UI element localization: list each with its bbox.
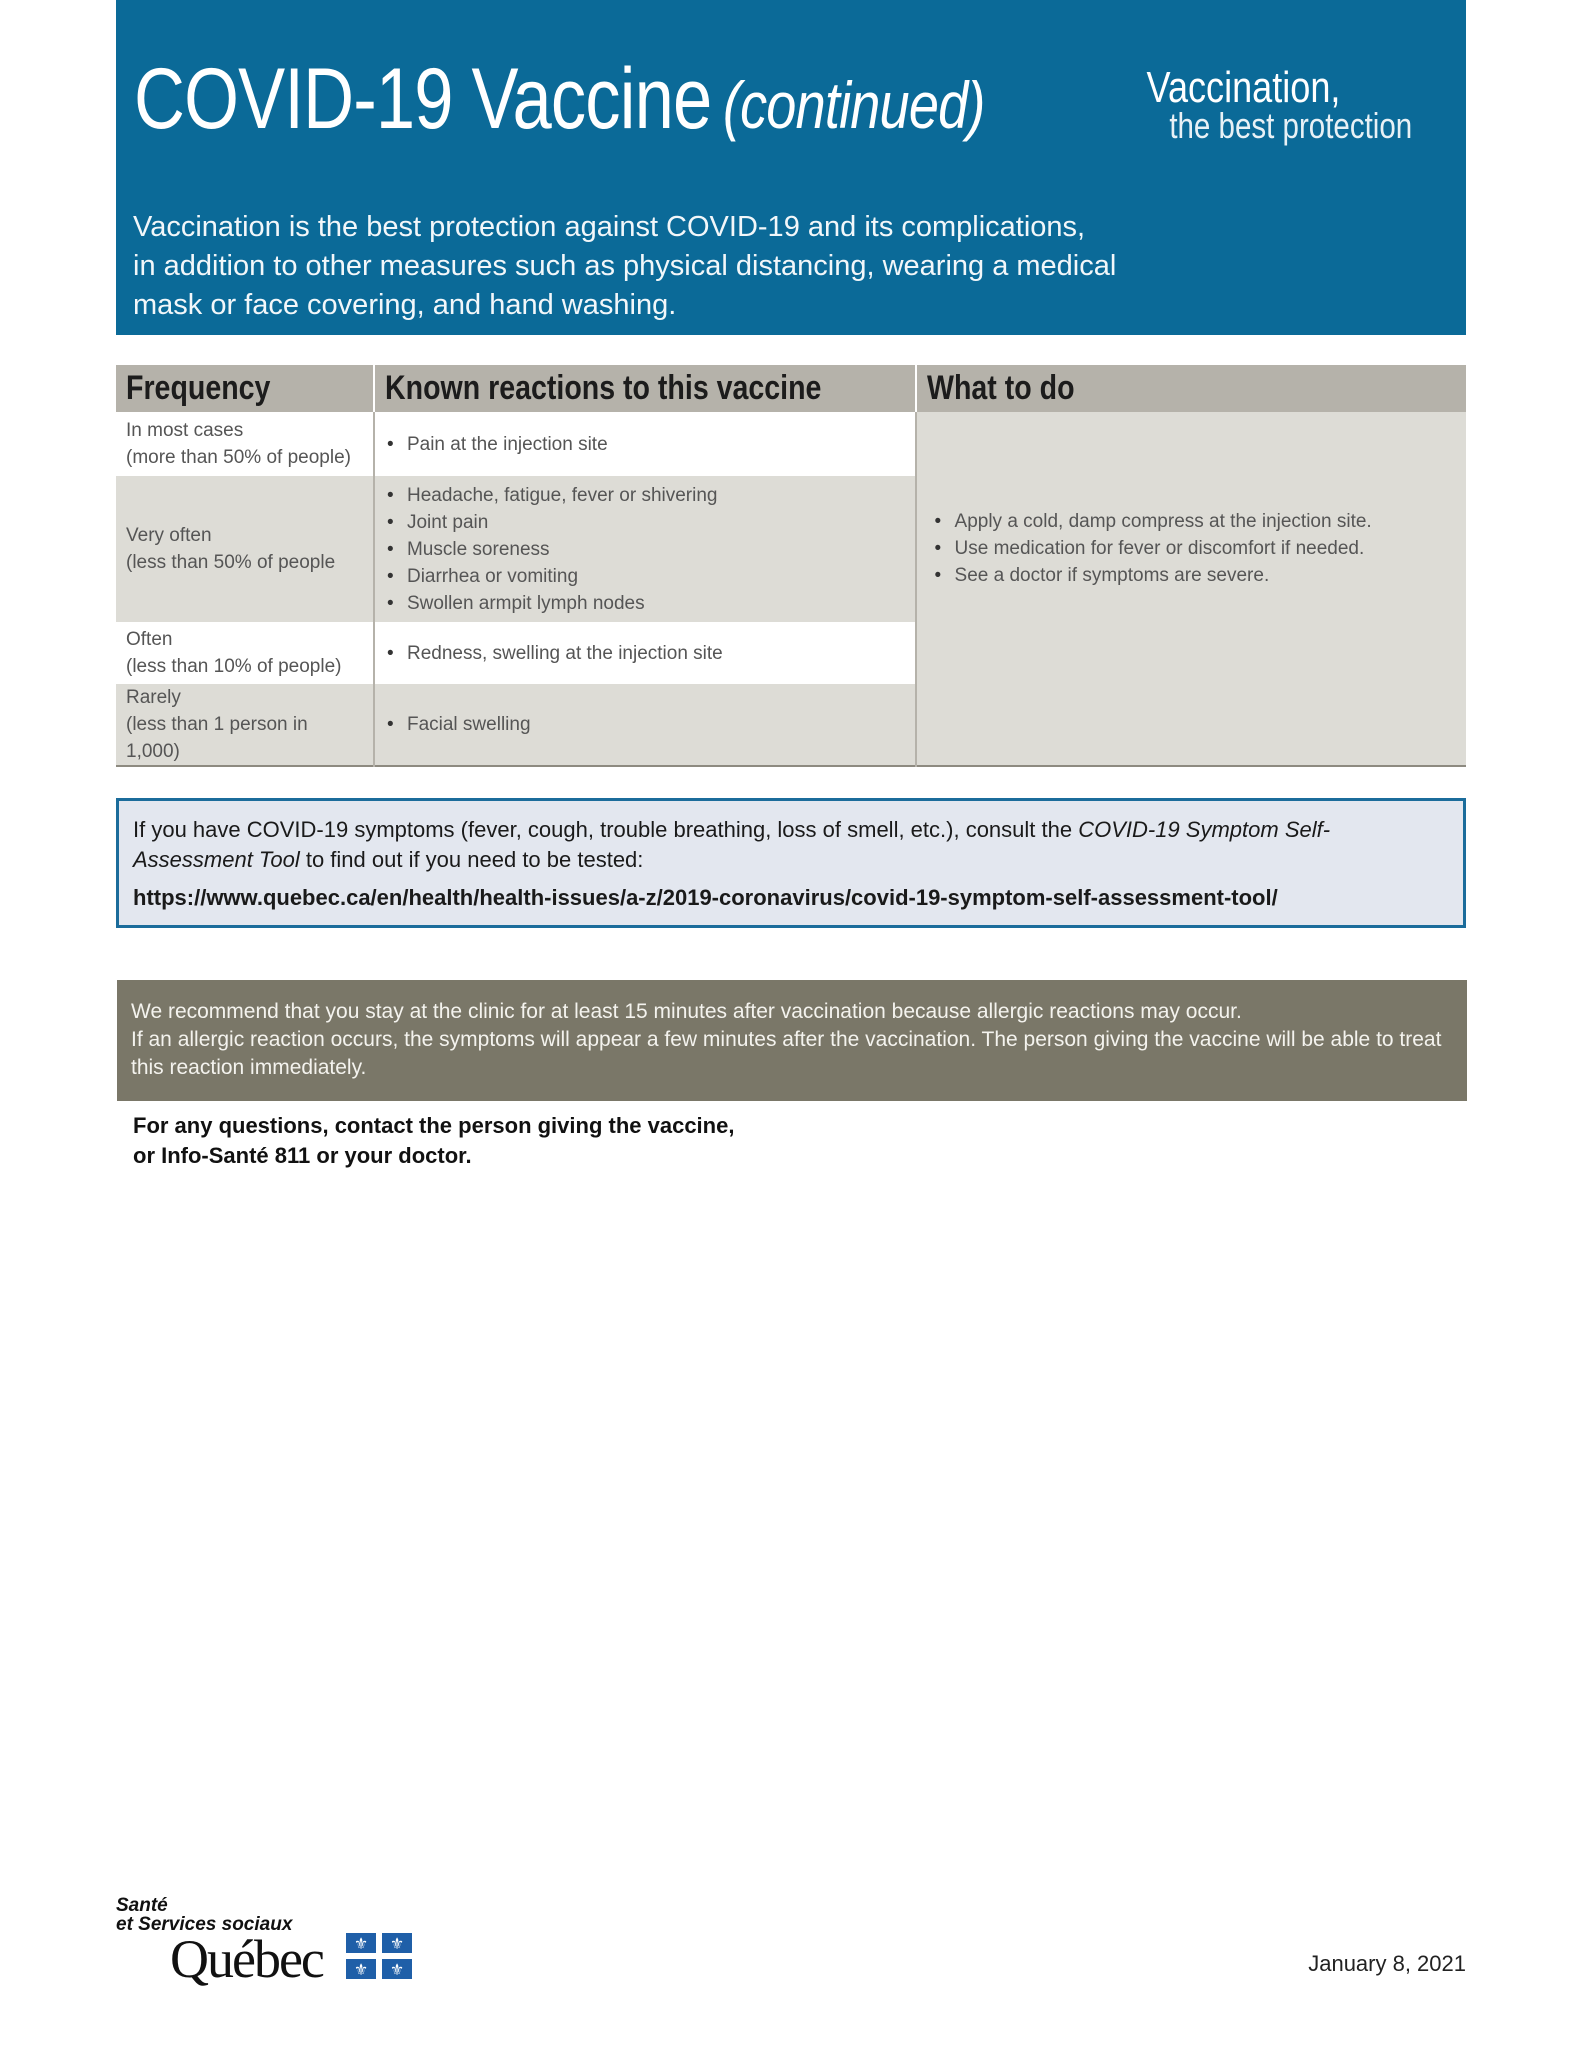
title-suffix: (continued) xyxy=(722,68,985,142)
logo-line2: et Services sociaux xyxy=(116,1914,293,1935)
frequency-label: Very often xyxy=(126,525,212,546)
reaction-item: • Muscle soreness xyxy=(407,536,905,563)
contact-info xyxy=(133,1111,734,1171)
frequency-detail: (less than 1 person in 1,000) xyxy=(126,714,308,762)
intro-line: in addition to other measures such as physical distancing, wearing a medical xyxy=(133,250,1117,282)
reaction-item: • Diarrhea or vomiting xyxy=(407,563,905,590)
symptom-tool-box xyxy=(116,798,1466,928)
svg-text:⚜: ⚜ xyxy=(353,1960,369,1979)
frequency-detail: (more than 50% of people) xyxy=(126,447,351,468)
logo-line1: Santé xyxy=(116,1895,168,1916)
frequency-detail: (less than 10% of people) xyxy=(126,656,342,677)
quebec-flag-icon xyxy=(346,1933,412,1979)
header-banner xyxy=(116,0,1466,335)
info-text: If you have COVID-19 symptoms (fever, cough, trouble breathing, loss of smell, etc.), consult the xyxy=(133,817,1079,842)
reaction-item: • Joint pain xyxy=(407,509,905,536)
title-main: COVID-19 Vaccine xyxy=(134,51,712,147)
table-header-row xyxy=(116,365,1466,412)
intro-line: mask or face covering, and hand washing. xyxy=(133,289,677,321)
reaction-item: • Swollen armpit lymph nodes xyxy=(407,590,905,617)
intro-text xyxy=(133,208,1133,325)
warning-line: If an allergic reaction occurs, the symptoms will appear a few minutes after the vaccination. The person giving the vaccine will be able to treat this reaction immediately. xyxy=(131,1028,1442,1079)
info-text: to find out if you need to be tested: xyxy=(299,847,644,872)
reactions-table xyxy=(116,365,1466,767)
publication-date: January 8, 2021 xyxy=(1308,1951,1466,1976)
contact-line: For any questions, contact the person giving the vaccine, xyxy=(133,1113,735,1138)
header-what-to-do: What to do xyxy=(916,365,1466,412)
tagline-line1: Vaccination, xyxy=(1146,63,1340,112)
svg-text:⚜: ⚜ xyxy=(353,1934,369,1953)
reactions-cell xyxy=(374,622,916,684)
what-to-do-cell xyxy=(916,412,1466,766)
header-known-reactions: Known reactions to this vaccine xyxy=(374,365,916,412)
frequency-cell xyxy=(116,476,374,622)
allergy-warning-box xyxy=(117,980,1467,1101)
reaction-item: • Redness, swelling at the injection site xyxy=(407,640,905,667)
frequency-cell xyxy=(116,684,374,766)
tagline-line2: the best protection xyxy=(1169,105,1412,146)
frequency-label: Often xyxy=(126,629,173,650)
contact-line: or Info-Santé 811 or your doctor. xyxy=(133,1143,472,1168)
header-frequency: Frequency xyxy=(116,365,374,412)
self-assessment-link[interactable]: https://www.quebec.ca/en/health/health-issues/a-z/2019-coronavirus/covid-19-symptom-self-assessment-tool/ xyxy=(133,885,1278,910)
logo-wordmark: Québec xyxy=(170,1929,323,1989)
warning-line: We recommend that you stay at the clinic for at least 15 minutes after vaccination because allergic reactions may occur. xyxy=(131,1000,1242,1023)
page-title xyxy=(134,51,985,147)
frequency-label: In most cases xyxy=(126,420,244,441)
reaction-item: • Pain at the injection site xyxy=(407,431,905,458)
reactions-cell xyxy=(374,684,916,766)
svg-text:⚜: ⚜ xyxy=(389,1960,405,1979)
frequency-detail: (less than 50% of people xyxy=(126,552,336,573)
advice-item: • Apply a cold, damp compress at the injection site. xyxy=(955,508,1456,535)
quebec-logo xyxy=(116,1896,446,1996)
frequency-label: Rarely xyxy=(126,687,181,708)
svg-text:⚜: ⚜ xyxy=(389,1934,405,1953)
frequency-cell xyxy=(116,622,374,684)
reaction-item: • Facial swelling xyxy=(407,711,905,738)
tool-name: COVID-19 Symptom Self-Assessment Tool xyxy=(133,817,1331,872)
reactions-cell xyxy=(374,412,916,476)
advice-item: • Use medication for fever or discomfort if needed. xyxy=(955,535,1456,562)
advice-item: • See a doctor if symptoms are severe. xyxy=(955,562,1456,589)
frequency-cell xyxy=(116,412,374,476)
intro-line: Vaccination is the best protection against COVID-19 and its complications, xyxy=(133,211,1086,243)
reactions-cell xyxy=(374,476,916,622)
table-row xyxy=(116,412,1466,476)
reaction-item: • Headache, fatigue, fever or shivering xyxy=(407,482,905,509)
